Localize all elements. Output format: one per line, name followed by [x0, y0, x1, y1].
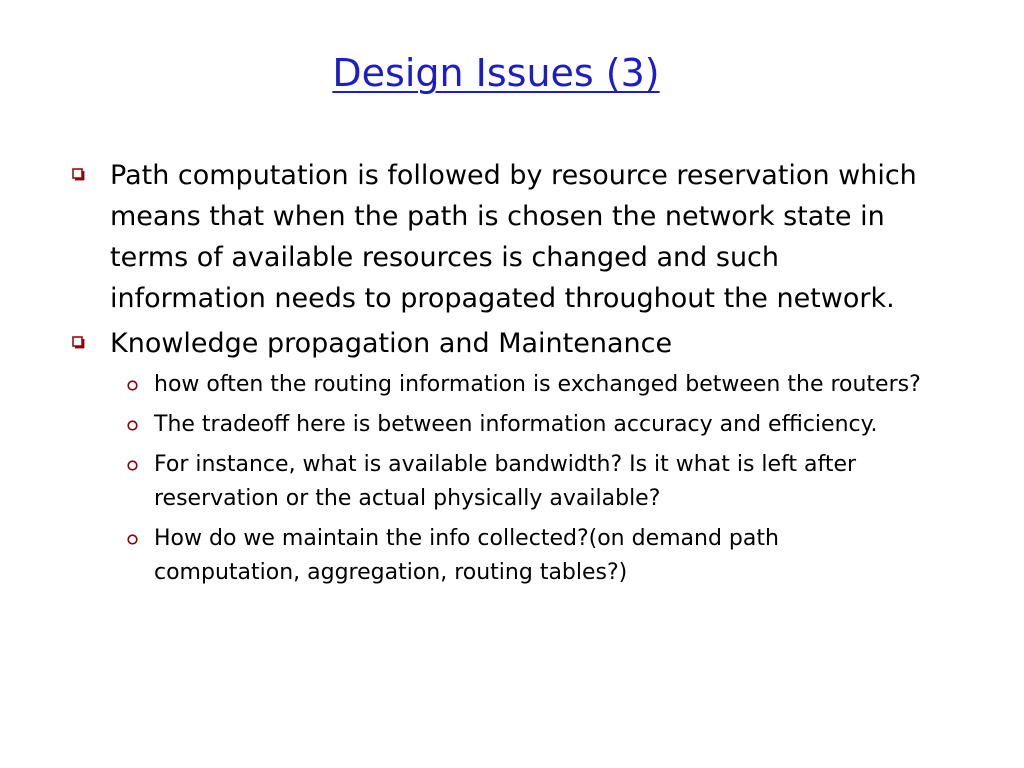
sub-bullet-text: The tradeoff here is between information accuracy and efficiency.	[154, 412, 878, 437]
sub-bullet-item	[72, 408, 932, 442]
square-bullet-icon	[72, 336, 85, 349]
circle-bullet-icon	[127, 380, 138, 391]
sub-bullet-text: For instance, what is available bandwidth? Is it what is left after reservation or the actual physically available?	[154, 452, 857, 511]
circle-bullet-icon	[127, 420, 138, 431]
sub-bullet-item	[72, 448, 932, 516]
slide-title: Design Issues (3)	[332, 51, 660, 95]
circle-bullet-icon	[127, 460, 138, 471]
slide-content	[72, 155, 932, 596]
sub-bullet-list	[72, 368, 932, 590]
bullet-item	[72, 323, 932, 364]
circle-bullet-icon	[127, 534, 138, 545]
sub-bullet-item	[72, 368, 932, 402]
square-bullet-icon	[72, 168, 85, 181]
sub-bullet-item	[72, 522, 932, 590]
sub-bullet-text: how often the routing information is exchanged between the routers?	[154, 372, 921, 397]
bullet-text: Path computation is followed by resource reservation which means that when the path is chosen the network state in terms of available resources is changed and such information needs to propagated throughout the network.	[110, 160, 917, 314]
sub-bullet-text: How do we maintain the info collected?(on demand path computation, aggregation, routing tables?)	[154, 526, 779, 585]
bullet-text: Knowledge propagation and Maintenance	[110, 328, 673, 359]
bullet-item	[72, 155, 932, 319]
